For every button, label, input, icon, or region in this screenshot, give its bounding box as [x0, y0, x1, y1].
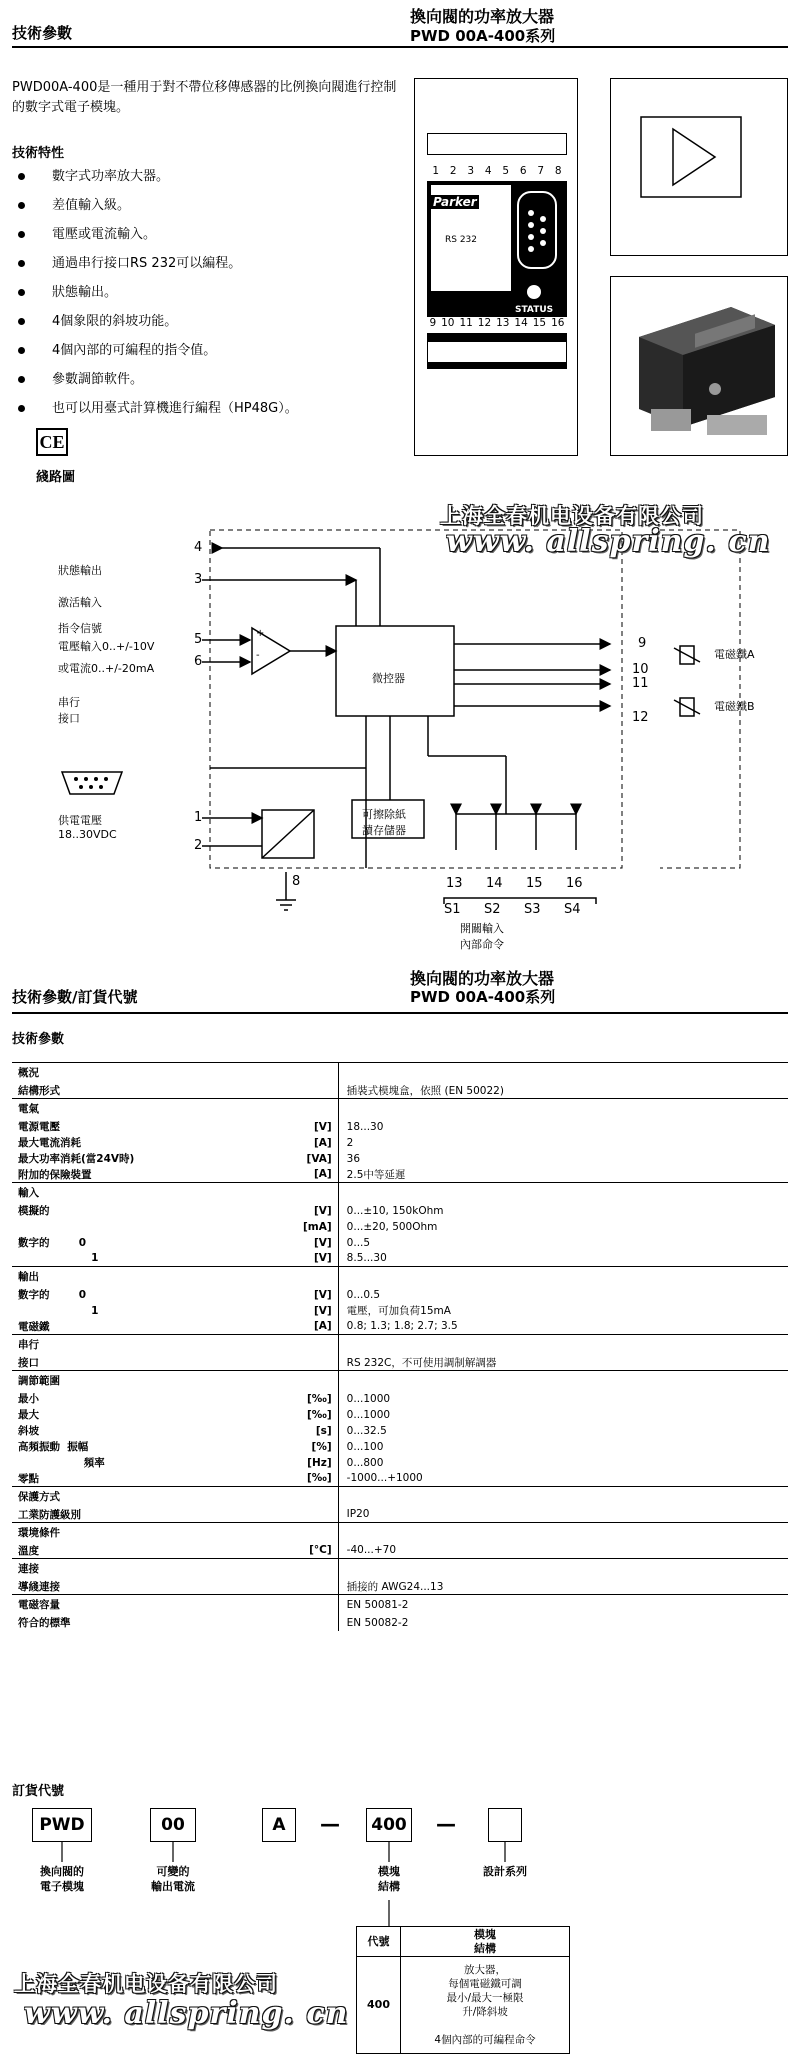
spec-value: 插接的 AWG24...13	[338, 1579, 788, 1595]
spec-value: 8.5...30	[338, 1251, 788, 1267]
feature-item: 通過串行接口RS 232可以編程。	[12, 249, 392, 278]
spec-value: 0...100	[338, 1439, 788, 1455]
spec-label: 高頻振動 振幅	[18, 1441, 89, 1453]
switch-input-label: 開關輸入	[460, 922, 504, 935]
spec-label: 1	[18, 1252, 99, 1265]
product-photo	[610, 276, 788, 456]
spec-label: 溫度	[18, 1544, 39, 1557]
order-code-box-design	[488, 1808, 522, 1842]
spec-row	[12, 1135, 788, 1151]
pin-10: 10	[632, 662, 649, 677]
serial-label: 串行	[58, 696, 80, 709]
spec-unit: [mA]	[303, 1220, 332, 1233]
spec-value: 0...±10, 150kOhm	[338, 1203, 788, 1219]
pin-8: 8	[292, 874, 301, 889]
feature-item: 參數調節軟件。	[12, 365, 392, 394]
spec-row	[12, 1119, 788, 1135]
order-code-table	[356, 1926, 570, 2054]
spec-unit	[297, 1267, 338, 1287]
spec-label	[12, 1219, 297, 1235]
spec-heading: 技術參數	[12, 1032, 65, 1047]
spec-group-row	[12, 1183, 788, 1203]
spec-row	[12, 1303, 788, 1319]
amplifier-symbol-box	[610, 78, 788, 256]
spec-row	[12, 1615, 788, 1631]
spec-label: 電磁容量	[12, 1595, 297, 1615]
spec-value: 電壓，可加負荷15mA	[338, 1303, 788, 1319]
supply-range-label: 18..30VDC	[58, 828, 117, 841]
spec-label: 導綫連接	[18, 1580, 60, 1593]
spec-unit: [‰]	[306, 1472, 332, 1485]
spec-row	[12, 1471, 788, 1487]
spec-unit	[297, 1559, 338, 1579]
enable-input-label: 激活輸入	[58, 596, 102, 609]
spec-label: 概況	[12, 1063, 297, 1083]
spec-unit	[297, 1615, 338, 1631]
feature-item: 數字式功率放大器。	[12, 162, 392, 191]
spec-label: 電源電壓	[18, 1121, 60, 1133]
spec-label: 工業防護級別	[18, 1508, 81, 1521]
pin-15: 15	[526, 876, 543, 891]
spec-label: 接口	[18, 1356, 39, 1369]
spec-group-row	[12, 1335, 788, 1355]
spec-label: 連接	[12, 1559, 297, 1579]
spec-group-row	[12, 1595, 788, 1615]
spec-unit	[297, 1183, 338, 1203]
spec-row	[12, 1455, 788, 1471]
spec-unit: [‰]	[306, 1408, 332, 1421]
spec-unit: [V]	[313, 1204, 332, 1217]
pin-5: 5	[194, 632, 203, 647]
mcu-label: 微控器	[372, 672, 405, 685]
circuit-heading: 綫路圖	[36, 470, 76, 485]
spec-label: 數字的 0	[18, 1237, 87, 1249]
spec-value	[338, 1487, 788, 1507]
spec-unit: [%]	[311, 1440, 332, 1453]
spec-row	[12, 1319, 788, 1335]
spec-unit	[297, 1595, 338, 1615]
spec-row	[12, 1251, 788, 1267]
spec-unit: [VA]	[306, 1152, 332, 1165]
rs232-port-icon	[517, 191, 557, 269]
watermark-url: www. allspring. cn	[446, 524, 771, 559]
spec-value: 0...0.5	[338, 1287, 788, 1303]
spec-label: 電氣	[12, 1099, 297, 1119]
spec-row	[12, 1151, 788, 1167]
pin-11: 11	[632, 676, 649, 691]
order-label-00: 可變的 輸出電流	[151, 1865, 195, 1893]
order-table-head-struct: 模塊 結構	[401, 1927, 569, 1957]
feature-item: 差值輸入級。	[12, 191, 392, 220]
switch-s2: S2	[484, 902, 501, 917]
spec-label: 最大功率消耗(當24V時)	[18, 1153, 135, 1165]
opamp-minus-label: -	[256, 650, 260, 661]
spec-label: 斜坡	[18, 1425, 39, 1437]
spec-value: 2	[338, 1135, 788, 1151]
interface-label: 接口	[58, 712, 80, 725]
pin-13: 13	[446, 876, 463, 891]
spec-value: 36	[338, 1151, 788, 1167]
spec-row	[12, 1219, 788, 1235]
page-section-title: 技術參數	[12, 24, 73, 42]
spec-unit: [V]	[313, 1304, 332, 1317]
spec-label: 調節範圍	[12, 1371, 297, 1391]
pin-12: 12	[632, 710, 649, 725]
switch-s4: S4	[564, 902, 581, 917]
spec-unit: [‰]	[306, 1392, 332, 1405]
switch-s1: S1	[444, 902, 461, 917]
spec-unit	[297, 1523, 338, 1543]
pin-16: 16	[566, 876, 583, 891]
order-code-dash: —	[320, 1812, 340, 1836]
spec-unit	[297, 1355, 338, 1371]
watermark-url-2: www. allspring. cn	[24, 1996, 349, 2031]
opamp-plus-label: +	[256, 628, 265, 639]
spec-label: 零點	[18, 1472, 39, 1485]
spec-unit: [V]	[313, 1288, 332, 1301]
pin-6: 6	[194, 654, 203, 669]
spec-row	[12, 1235, 788, 1251]
pin-14: 14	[486, 876, 503, 891]
spec-value: 0...1000	[338, 1391, 788, 1407]
spec-value: 2.5中等延遲	[338, 1167, 788, 1183]
spec-group-row	[12, 1267, 788, 1287]
internal-command-label: 內部命令	[460, 938, 504, 951]
pins-top-row: 1 2 3 4 5 6 7 8	[432, 165, 562, 177]
spec-label: 最大	[18, 1409, 39, 1421]
spec-value	[338, 1335, 788, 1355]
spec-label: 頻率	[18, 1457, 105, 1469]
spec-unit: [Hz]	[307, 1456, 332, 1469]
solenoid-b-label: 電磁鐵B	[714, 700, 755, 713]
spec-value: -1000...+1000	[338, 1471, 788, 1487]
spec-unit: [A]	[313, 1320, 332, 1333]
spec-unit	[297, 1487, 338, 1507]
spec-group-row	[12, 1559, 788, 1579]
spec-group-row	[12, 1371, 788, 1391]
product-series-2: PWD 00A-400系列	[410, 988, 556, 1006]
spec-row	[12, 1407, 788, 1423]
order-label-pwd: 換向閥的 電子模塊	[40, 1865, 84, 1893]
order-table-desc: 放大器， 每個電磁鐵可調 最小/最大一極限 升/降斜坡 4個內部的可編程命令	[434, 1964, 536, 2046]
order-code-dash-2: —	[436, 1812, 456, 1836]
pin-9: 9	[638, 636, 647, 651]
order-code-box-pwd: PWD	[32, 1808, 92, 1842]
spec-value: 0...32.5	[338, 1423, 788, 1439]
order-code-box-00: 00	[150, 1808, 196, 1842]
spec-value	[338, 1183, 788, 1203]
spec-label: 最小	[18, 1393, 39, 1405]
watermark-company-2: 上海全春机电设备有限公司	[14, 1971, 278, 1996]
spec-value: 0...1000	[338, 1407, 788, 1423]
spec-value: 0...±20, 500Ohm	[338, 1219, 788, 1235]
switch-s3: S3	[524, 902, 541, 917]
spec-label: 附加的保險裝置	[18, 1168, 92, 1181]
spec-value: 0.8; 1.3; 1.8; 2.7; 3.5	[338, 1319, 788, 1335]
spec-label: 結構形式	[18, 1084, 60, 1097]
spec-row	[12, 1507, 788, 1523]
spec-row	[12, 1439, 788, 1455]
watermark-company: 上海全春机电设备有限公司	[440, 503, 704, 528]
spec-value	[338, 1063, 788, 1083]
eeprom-label: 可擦除紙	[362, 808, 406, 821]
status-led-icon	[527, 285, 541, 299]
spec-row	[12, 1543, 788, 1559]
page-section-title-2: 技術參數/訂貨代號	[12, 988, 138, 1006]
front-panel-drawing	[414, 78, 578, 456]
spec-value: IP20	[338, 1507, 788, 1523]
feature-item: 狀態輸出。	[12, 278, 392, 307]
pins-bottom-row: 9 10 11 12 13 14 15 16	[427, 317, 567, 333]
spec-value: 18...30	[338, 1119, 788, 1135]
intro-text: PWD00A-400是一種用于對不帶位移傳感器的比例換向閥進行控制的數字式電子模塊。	[12, 80, 397, 115]
parker-logo: Parker	[433, 195, 477, 209]
spec-label: 串行	[12, 1335, 297, 1355]
product-series: PWD 00A-400系列	[410, 27, 556, 45]
order-table-head-code: 代號	[357, 1927, 401, 1957]
spec-label: 輸出	[12, 1267, 297, 1287]
header-rule-2	[12, 1012, 788, 1014]
spec-value	[338, 1099, 788, 1119]
ce-mark-icon: CE	[36, 428, 68, 456]
status-label: STATUS	[515, 305, 554, 315]
order-code-heading: 訂貨代號	[12, 1784, 65, 1799]
spec-label: 電磁鐵	[18, 1320, 50, 1333]
eeprom-label-2: 讀存儲器	[362, 824, 406, 837]
spec-unit	[297, 1083, 338, 1099]
order-table-code-400: 400	[357, 1957, 401, 2053]
spec-table	[12, 1062, 788, 1631]
spec-value	[338, 1371, 788, 1391]
spec-row	[12, 1355, 788, 1371]
spec-unit: [V]	[313, 1120, 332, 1133]
spec-row	[12, 1083, 788, 1099]
pin-2: 2	[194, 838, 203, 853]
spec-row	[12, 1391, 788, 1407]
spec-row	[12, 1423, 788, 1439]
order-label-400: 模塊 結構	[378, 1865, 400, 1893]
product-title-2: 換向閥的功率放大器	[410, 969, 555, 988]
spec-group-row	[12, 1063, 788, 1083]
solenoid-a-label: 電磁鐵A	[714, 648, 755, 661]
spec-unit	[297, 1063, 338, 1083]
features-list	[12, 162, 392, 423]
spec-value	[338, 1267, 788, 1287]
spec-unit	[297, 1371, 338, 1391]
feature-item: 也可以用臺式計算機進行編程（HP48G）。	[12, 394, 392, 423]
amplifier-triangle-icon	[611, 79, 787, 255]
pin-1: 1	[194, 810, 203, 825]
spec-unit: [V]	[313, 1236, 332, 1249]
order-code-box-400: 400	[366, 1808, 412, 1842]
spec-group-row	[12, 1523, 788, 1543]
product-title: 換向閥的功率放大器	[410, 7, 555, 26]
spec-unit	[297, 1579, 338, 1595]
spec-unit: [A]	[313, 1168, 332, 1181]
spec-value: 插裝式模塊盒，依照 (EN 50022)	[338, 1083, 788, 1099]
spec-value: EN 50082-2	[338, 1615, 788, 1631]
spec-value: EN 50081-2	[338, 1595, 788, 1615]
voltage-input-label: 電壓輸入0..+/-10V	[58, 640, 155, 653]
command-signal-label: 指令信號	[58, 622, 102, 635]
current-input-label: 或電流0..+/-20mA	[58, 662, 155, 675]
order-label-design: 設計系列	[483, 1865, 527, 1878]
spec-value: -40...+70	[338, 1543, 788, 1559]
spec-group-row	[12, 1487, 788, 1507]
spec-label: 保護方式	[12, 1487, 297, 1507]
feature-item: 4個內部的可編程的指令值。	[12, 336, 392, 365]
features-heading: 技術特性	[12, 146, 65, 161]
feature-item: 電壓或電流輸入。	[12, 220, 392, 249]
supply-voltage-label: 供電電壓	[58, 814, 102, 827]
status-output-label: 狀態輸出	[58, 564, 102, 577]
spec-label: 環境條件	[12, 1523, 297, 1543]
spec-label: 1	[18, 1304, 99, 1317]
rs232-label: RS 232	[445, 235, 478, 245]
spec-group-row	[12, 1099, 788, 1119]
spec-label: 模擬的	[18, 1205, 50, 1217]
spec-unit	[297, 1507, 338, 1523]
spec-label: 最大電流消耗	[18, 1137, 81, 1149]
spec-row	[12, 1287, 788, 1303]
spec-value	[338, 1523, 788, 1543]
spec-value	[338, 1559, 788, 1579]
pin-3: 3	[194, 572, 203, 587]
spec-value: 0...5	[338, 1235, 788, 1251]
spec-unit: [V]	[313, 1252, 332, 1265]
spec-label: 符合的標準	[18, 1617, 71, 1629]
spec-value: RS 232C，不可使用調制解調器	[338, 1355, 788, 1371]
feature-item: 4個象限的斜坡功能。	[12, 307, 392, 336]
spec-unit	[297, 1335, 338, 1355]
spec-label: 輸入	[12, 1183, 297, 1203]
spec-unit: [s]	[315, 1424, 332, 1437]
spec-unit: [°C]	[309, 1544, 332, 1557]
spec-unit	[297, 1099, 338, 1119]
spec-value: 0...800	[338, 1455, 788, 1471]
spec-row	[12, 1579, 788, 1595]
pin-4: 4	[194, 540, 203, 555]
spec-unit: [A]	[313, 1136, 332, 1149]
spec-row	[12, 1203, 788, 1219]
spec-row	[12, 1167, 788, 1183]
header-rule	[12, 46, 788, 48]
order-code-box-a: A	[262, 1808, 296, 1842]
spec-label: 數字的 0	[18, 1289, 87, 1301]
